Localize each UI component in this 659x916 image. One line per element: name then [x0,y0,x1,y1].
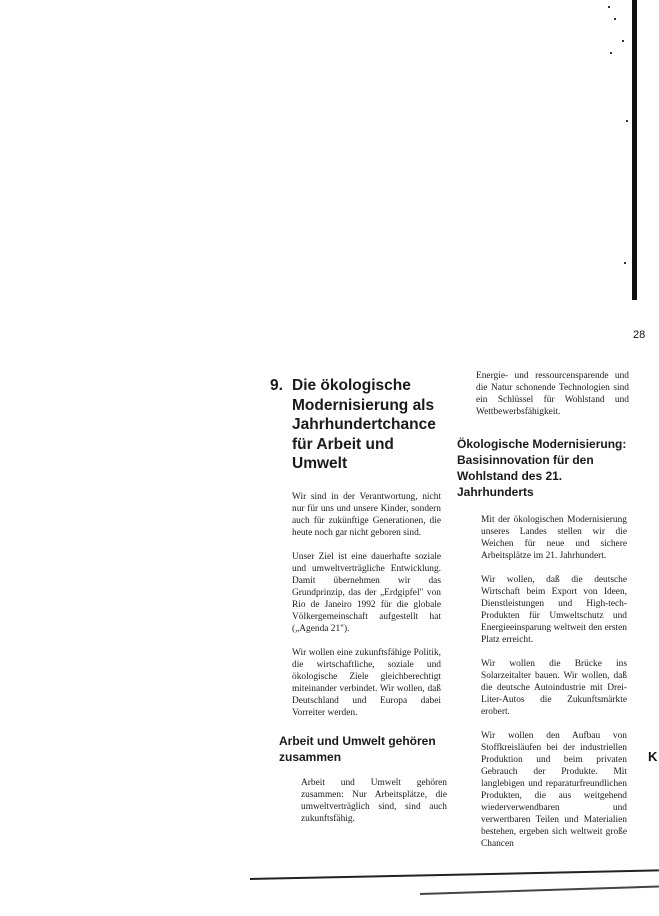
margin-text-fragment: K [648,749,658,764]
paragraph: Wir wollen eine zukunftsfähige Politik, die wirtschaftliche, soziale und ökologische Ziele gleichberechtigt miteinander verbindet. Wir wollen, daß Deutschland und Europa dabei Vorreiter werden. [292,647,441,718]
title-line: Die ökologische [292,377,411,394]
scan-page-edge-line [420,885,659,895]
title-line: für Arbeit und [292,435,394,453]
section-number: 9. [270,377,283,394]
section-title [270,376,446,474]
paragraph: Energie- und ressourcensparende und die Natur schonende Technologien sind ein Schlüssel für Wohlstand und Wettbewerbsfähigkeit. [476,371,629,417]
left-subsection [279,733,451,837]
title-line: Modernisierung als [292,396,435,414]
right-column [457,436,627,862]
right-column-intro [476,370,629,430]
scan-specks [600,0,659,300]
left-body [270,491,441,719]
paragraph: Arbeit und Umwelt gehören zusammen: Nur Arbeitsplätze, die umweltverträglich sind, sind auch zukunftsfähig. [301,778,447,824]
subheading: Ökologische Modernisierung: Basisinnovation für den Wohlstand des 21. Jahrhunderts [457,437,627,499]
paragraph: Unser Ziel ist eine dauerhafte soziale und umweltverträgliche Entwicklung. Damit übernehmen wir das Grundprinzip, das der „Erdgipfel" von Rio de Janeiro 1992 für die globale Völkergemeinschaft aufgestellt hat („Agenda 21"). [292,551,441,634]
paragraph: Wir wollen die Brücke ins Solarzeitalter bauen. Wir wollen, daß die deutsche Autoindustrie mit Drei-Liter-Autos die Zukunftsmärkte erobert. [481,659,627,717]
right-body [481,514,627,850]
page-number: 28 [633,329,646,341]
subheading: Arbeit und Umwelt gehören zusammen [279,734,436,764]
scan-page-edge-line [250,869,659,880]
paragraph: Wir sind in der Verantwortung, nicht nur für uns und unsere Kinder, sondern auch für zukünftige Generationen, die heute noch gar nicht geboren sind. [292,491,441,538]
title-line: Jahrhundertchance [292,416,436,433]
paragraph: Mit der ökologischen Modernisierung unseres Landes stellen wir die Weichen für neue und sichere Arbeitsplätze im 21. Jahrhundert. [481,515,627,561]
paragraph: Wir wollen, daß die deutsche Wirtschaft beim Export von Ideen, Dienstleistungen und High-tech-Produkten für Umweltschutz und Energieeinsparung weltweit den ersten Platz erreicht. [481,575,627,645]
title-line: Umwelt [292,455,348,472]
left-column [270,376,446,731]
paragraph: Wir wollen den Aufbau von Stoffkreisläufen bei der industriellen Produktion und beim privaten Gebrauch der Produkte. Mit langlebigen und reparaturfreundlichen Produkten, die aus weitgehend wiederverwendbaren und verwertbaren Teilen und Materialien bestehen, ergeben sich weltweit große Chancen [481,731,627,849]
